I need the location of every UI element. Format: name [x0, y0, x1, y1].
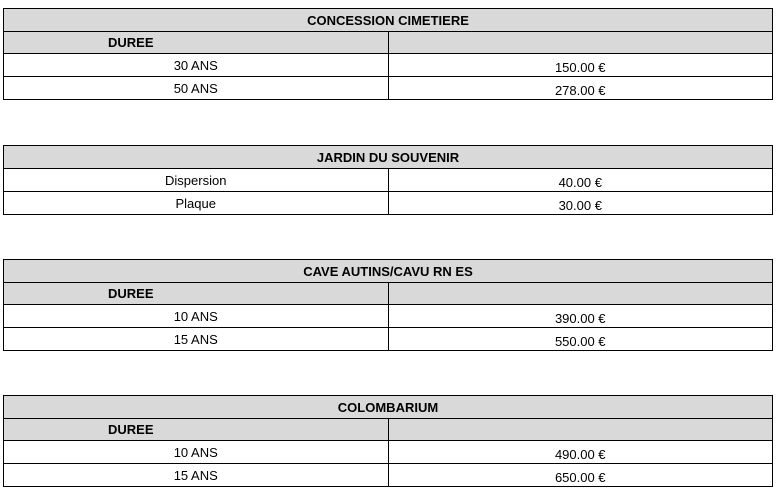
- row-price: 650.00 €: [388, 464, 773, 487]
- row-price: 40.00 €: [388, 169, 773, 192]
- price-header: [388, 419, 773, 441]
- row-label: Dispersion: [4, 169, 389, 192]
- duree-header: DUREE: [4, 32, 389, 54]
- row-price: 150.00 €: [388, 54, 773, 77]
- table-title: JARDIN DU SOUVENIR: [4, 146, 773, 169]
- table-row: [4, 464, 773, 487]
- table-title: CONCESSION CIMETIERE: [4, 9, 773, 32]
- row-price: 30.00 €: [388, 192, 773, 215]
- table-row: [4, 54, 773, 77]
- price-header: [388, 283, 773, 305]
- jardin-du-souvenir-table: [3, 145, 773, 215]
- cave-autins-table: [3, 259, 773, 351]
- table-row: [4, 441, 773, 464]
- duree-header: DUREE: [4, 419, 389, 441]
- row-label: 10 ANS: [4, 305, 389, 328]
- table-row: [4, 77, 773, 100]
- row-price: 550.00 €: [388, 328, 773, 351]
- concession-cimetiere-table: [3, 8, 773, 100]
- row-price: 278.00 €: [388, 77, 773, 100]
- table-row: [4, 305, 773, 328]
- row-price: 490.00 €: [388, 441, 773, 464]
- table-row: [4, 192, 773, 215]
- table-row: [4, 169, 773, 192]
- row-price: 390.00 €: [388, 305, 773, 328]
- row-label: 50 ANS: [4, 77, 389, 100]
- table-title: CAVE AUTINS/CAVU RN ES: [4, 260, 773, 283]
- duree-header: DUREE: [4, 283, 389, 305]
- row-label: 15 ANS: [4, 328, 389, 351]
- row-label: 30 ANS: [4, 54, 389, 77]
- table-title: COLOMBARIUM: [4, 396, 773, 419]
- table-row: [4, 328, 773, 351]
- price-header: [388, 32, 773, 54]
- colombarium-table: [3, 395, 773, 487]
- row-label: 15 ANS: [4, 464, 389, 487]
- row-label: 10 ANS: [4, 441, 389, 464]
- row-label: Plaque: [4, 192, 389, 215]
